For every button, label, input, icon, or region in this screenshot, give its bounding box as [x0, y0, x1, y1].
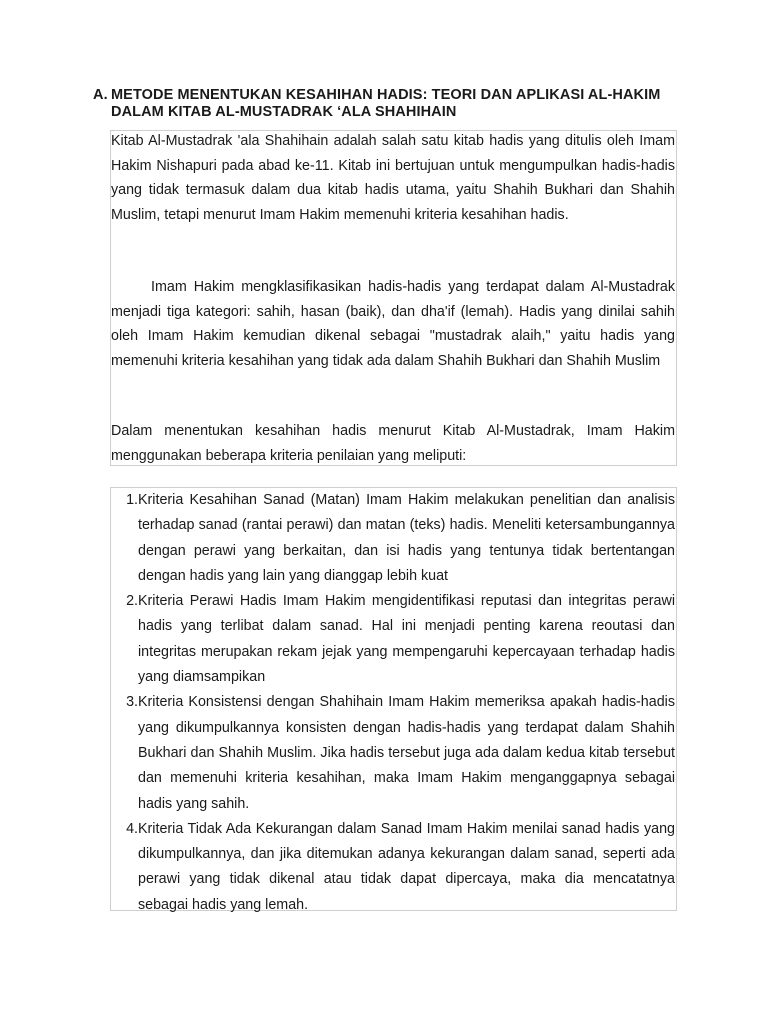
criteria-list: [111, 488, 675, 918]
list-item: [111, 589, 675, 690]
list-item: [111, 488, 675, 589]
list-item-number: 1.: [126, 492, 138, 508]
list-item-number: 3.: [126, 694, 138, 711]
list-item: [111, 690, 675, 816]
list-item-text: Kriteria Perawi Hadis Imam Hakim mengidentifikasi reputasi dan integritas perawi hadis yang terlibat dalam sanad. Hal ini menjadi penting karena reoutasi dan integritas merupakan rekam jejak yang mempengaruhi kepercayaan terhadap hadis yang diamsampikan: [138, 593, 675, 686]
list-item-text: Kriteria Kesahihan Sanad (Matan) Imam Hakim melakukan penelitian dan analisis terhadap sanad (rantai perawi) dan matan (teks) hadis. Meneliti ketersambungannya dengan perawi yang berkaitan, dan isi hadis yang tentunya tidak bertentangan dengan hadis yang lain yang dianggap lebih kuat: [138, 492, 675, 584]
list-item-text: Kriteria Tidak Ada Kekurangan dalam Sanad Imam Hakim menilai sanad hadis yang dikumpulkannya, dan jika ditemukan adanya kekurangan dalam sanad, seperti ada perawi yang tidak dikenal atau tidak dapat dipercaya, maka dia mencatatnya sebagai hadis yang lemah.: [138, 820, 675, 913]
list-item-text: Kriteria Konsistensi dengan Shahihain Imam Hakim memeriksa apakah hadis-hadis yang dikumpulkannya konsisten dengan hadis-hadis yang terdapat dalam Shahih Bukhari dan Shahih Muslim. Jika hadis tersebut juga ada dalam kedua kitab tersebut dan memenuhi kriteria kesahihan, maka Imam Hakim menganggapnya sebagai hadis yang sahih.: [138, 694, 675, 812]
intro-paragraph: Kitab Al-Mustadrak 'ala Shahihain adalah salah satu kitab hadis yang ditulis oleh Imam Hakim Nishapuri pada abad ke-11. Kitab ini bertujuan untuk mengumpulkan hadis-hadis yang tidak termasuk dalam dua kitab hadis utama, yaitu Shahih Bukhari dan Shahih Muslim, tetapi menurut Imam Hakim memenuhi kriteria kesahihan hadis.: [111, 133, 675, 223]
section-heading: [93, 87, 668, 121]
criteria-intro-paragraph: Dalam menentukan kesahihan hadis menurut Kitab Al-Mustadrak, Imam Hakim menggunakan beberapa kriteria penilaian yang meliputi:: [111, 423, 675, 464]
classification-paragraph: Imam Hakim mengklasifikasikan hadis-hadis yang terdapat dalam Al-Mustadrak menjadi tiga kategori: sahih, hasan (baik), dan dha'if (lemah). Hadis yang dinilai sahih oleh Imam Hakim kemudian dikenal sebagai "mustadrak alaih," yaitu hadis yang memenuhi kriteria kesahihan yang tidak ada dalam Shahih Bukhari dan Shahih Muslim: [111, 279, 675, 369]
section-title: METODE MENENTUKAN KESAHIHAN HADIS: TEORI DAN APLIKASI AL-HAKIM DALAM KITAB AL-MUSTADRAK ‘ALA SHAHIHAIN: [111, 87, 661, 120]
list-item-number: 4.: [126, 820, 138, 837]
list-item-number: 2.: [126, 593, 138, 610]
list-item: [111, 817, 675, 918]
section-marker: A.: [93, 87, 108, 103]
